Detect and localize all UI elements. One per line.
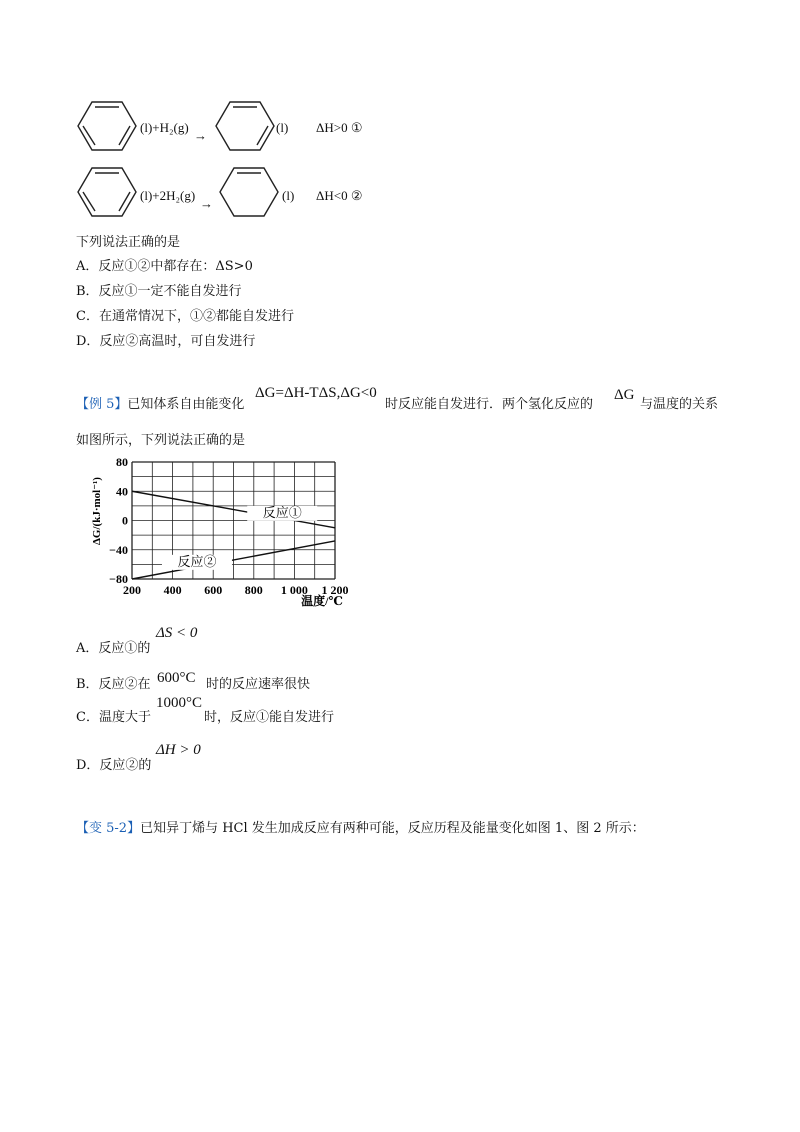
reaction2-reactants: (l)+2H₂(g): [140, 188, 196, 203]
example5-pre: 已知体系自由能变化: [127, 397, 245, 412]
cyclohexadiene-structure: [214, 98, 276, 154]
y-tick-label: −80: [109, 572, 128, 586]
x-tick-label: 1 200: [321, 583, 349, 597]
q5-option-b-math: 600°C: [157, 670, 196, 686]
example5-dg: ΔG: [614, 387, 635, 403]
option-b: B．反应①一定不能自发进行: [76, 284, 242, 299]
q5-option-c-post: 时，反应①能自发进行: [204, 710, 335, 725]
q5-option-d-math: ΔH > 0: [156, 742, 201, 758]
reaction1-product: (l): [276, 120, 289, 135]
x-tick-label: 1 000: [280, 583, 308, 597]
example5-line2: 如图所示，下列说法正确的是: [76, 433, 246, 448]
reaction1-arrow: →: [194, 128, 207, 143]
variant52-text: 已知异丁烯与 HCl 发生加成反应有两种可能，反应历程及能量变化如图 1、图 2 所示：: [140, 821, 645, 836]
example5-tag: 【例 5】: [76, 397, 128, 412]
q5-option-b: [76, 677, 151, 693]
x-tick-label: 400: [163, 583, 182, 597]
benzene-structure: [76, 98, 138, 154]
x-tick-label: 600: [204, 583, 223, 597]
q5-option-c-label: C．温度大于: [76, 710, 151, 725]
reaction1-reactants: (l)+H₂(g): [140, 120, 189, 135]
reaction1-enthalpy: ΔH>0 ①: [316, 120, 363, 135]
variant52-tag: 【变 5-2】: [76, 821, 141, 836]
variant52-line: [76, 821, 645, 837]
option-c: C．在通常情况下，①②都能自发进行: [76, 309, 294, 324]
y-tick-label: 40: [116, 484, 128, 499]
question-stem: 下列说法正确的是: [76, 235, 181, 250]
q5-option-d: [76, 758, 151, 774]
x-tick-label: 200: [123, 583, 141, 597]
q5-option-b-post: 时的反应速率很快: [206, 677, 311, 692]
q5-option-d-label: D．反应②的: [76, 758, 152, 773]
reaction2-arrow: →: [200, 196, 213, 211]
x-axis-label: 温度/℃: [301, 594, 343, 608]
q5-option-a-math: ΔS < 0: [156, 625, 198, 641]
example5-post: 与温度的关系: [640, 397, 719, 412]
option-a: A．反应①②中都存在：ΔS>0: [76, 259, 253, 274]
cyclohexene-structure: [218, 164, 280, 220]
benzene-structure-2: [76, 164, 138, 220]
example5-line1: [76, 397, 244, 413]
option-d: D．反应②高温时，可自发进行: [76, 334, 256, 349]
series-label-2: 反应②: [177, 553, 217, 569]
q5-option-a-label: A．反应①的: [76, 641, 151, 656]
y-tick-label: 80: [116, 455, 128, 469]
y-tick-label: 0: [122, 513, 128, 528]
y-tick-label: −40: [109, 542, 128, 557]
series-label-1: 反应①: [262, 504, 302, 520]
reaction2-enthalpy: ΔH<0 ②: [316, 188, 363, 203]
x-tick-label: 800: [244, 583, 263, 597]
y-axis-label: ΔG/(kJ·mol⁻¹): [91, 477, 103, 545]
dg-temperature-chart: [80, 452, 370, 614]
q5-option-c-math: 1000°C: [156, 695, 203, 711]
example5-mid: 时反应能自发进行．两个氢化反应的: [385, 397, 594, 412]
reaction2-product: (l): [282, 188, 295, 203]
q5-option-b-label: B．反应②在: [76, 677, 151, 692]
q5-option-c: [76, 710, 151, 726]
q5-option-a: [76, 641, 150, 657]
example5-formula: ΔG=ΔH-TΔS,ΔG<0: [255, 385, 377, 401]
